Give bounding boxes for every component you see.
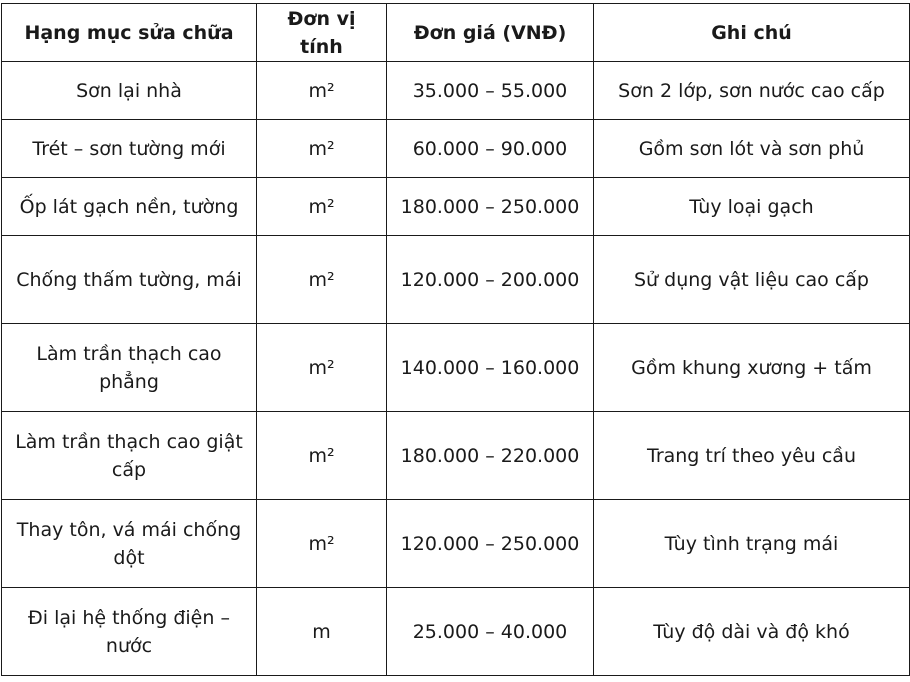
cell-repair-item: Đi lại hệ thống điện – nước (2, 588, 257, 676)
table-row (2, 412, 910, 500)
cell-notes: Sơn 2 lớp, sơn nước cao cấp (594, 62, 910, 120)
cell-notes: Tùy độ dài và độ khó (594, 588, 910, 676)
table-row (2, 588, 910, 676)
cell-unit-price: 35.000 – 55.000 (387, 62, 594, 120)
cell-notes: Gồm khung xương + tấm (594, 324, 910, 412)
cell-repair-item: Trét – sơn tường mới (2, 120, 257, 178)
cell-unit: m² (257, 412, 387, 500)
cell-unit: m² (257, 120, 387, 178)
repair-price-table (1, 3, 910, 676)
cell-unit-price: 180.000 – 250.000 (387, 178, 594, 236)
header-notes: Ghi chú (594, 4, 910, 62)
cell-unit-price: 120.000 – 200.000 (387, 236, 594, 324)
cell-unit: m (257, 588, 387, 676)
table-row (2, 178, 910, 236)
cell-notes: Gồm sơn lót và sơn phủ (594, 120, 910, 178)
table-row (2, 236, 910, 324)
cell-unit: m² (257, 62, 387, 120)
cell-unit-price: 180.000 – 220.000 (387, 412, 594, 500)
cell-unit-price: 120.000 – 250.000 (387, 500, 594, 588)
cell-repair-item: Làm trần thạch cao giật cấp (2, 412, 257, 500)
cell-notes: Sử dụng vật liệu cao cấp (594, 236, 910, 324)
table-row (2, 324, 910, 412)
cell-repair-item: Sơn lại nhà (2, 62, 257, 120)
table-row (2, 120, 910, 178)
cell-repair-item: Chống thấm tường, mái (2, 236, 257, 324)
cell-notes: Tùy loại gạch (594, 178, 910, 236)
cell-repair-item: Ốp lát gạch nền, tường (2, 178, 257, 236)
header-unit-price: Đơn giá (VNĐ) (387, 4, 594, 62)
cell-repair-item: Thay tôn, vá mái chống dột (2, 500, 257, 588)
cell-repair-item: Làm trần thạch cao phẳng (2, 324, 257, 412)
cell-unit: m² (257, 324, 387, 412)
cell-unit-price: 140.000 – 160.000 (387, 324, 594, 412)
cell-unit-price: 60.000 – 90.000 (387, 120, 594, 178)
cell-unit-price: 25.000 – 40.000 (387, 588, 594, 676)
header-repair-item: Hạng mục sửa chữa (2, 4, 257, 62)
cell-notes: Trang trí theo yêu cầu (594, 412, 910, 500)
cell-notes: Tùy tình trạng mái (594, 500, 910, 588)
table-row (2, 62, 910, 120)
table-row (2, 500, 910, 588)
cell-unit: m² (257, 500, 387, 588)
cell-unit: m² (257, 236, 387, 324)
cell-unit: m² (257, 178, 387, 236)
header-unit: Đơn vị tính (257, 4, 387, 62)
header-row (2, 4, 910, 62)
